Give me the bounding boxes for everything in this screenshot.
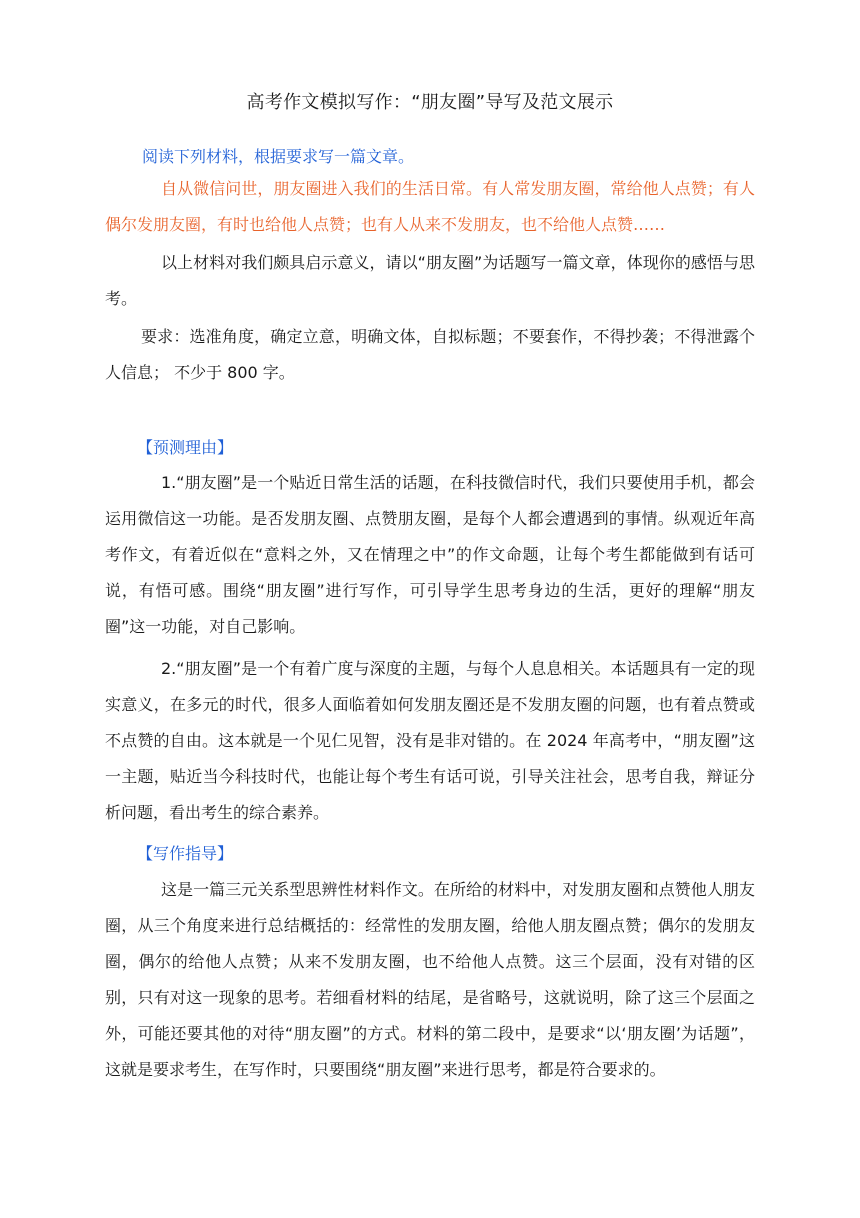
- prediction-paragraph-1: 1.“朋友圈”是一个贴近日常生活的话题，在科技微信时代，我们只要使用手机，都会运用微信这一功能。是否发朋友圈、点赞朋友圈，是每个人都会遭遇到的事情。纵观近年高考作文，有着近似在“意料之外，又在情理之中”的作文命题，让每个考生都能做到有话可说，有悟可感。围绕“朋友圈”进行写作，可引导学生思考身边的生活，更好的理解“朋友圈”这一功能，对自己影响。: [105, 473, 755, 636]
- prediction-heading: 【预测理由】: [137, 438, 234, 457]
- document-title: 高考作文模拟写作：“朋友圈”导写及范文展示: [246, 92, 614, 113]
- prompt-text: 以上材料对我们颇具启示意义，请以“朋友圈”为话题写一篇文章，体现你的感悟与思考。: [105, 253, 755, 308]
- prediction-paragraph-2: 2.“朋友圈”是一个有着广度与深度的主题，与每个人息息相关。本话题具有一定的现实意义，在多元的时代，很多人面临着如何发朋友圈还是不发朋友圈的问题，也有着点赞或不点赞的自由。这本就是一个见仁见智，没有是非对错的。在 2024 年高考中，“朋友圈”这一主题，贴近当今科技时代，也能让每个考生有话可说，引导关注社会，思考自我，辩证分析问题，看出考生的综合素养。: [105, 659, 755, 822]
- material-text: 自从微信问世，朋友圈进入我们的生活日常。有人常发朋友圈，常给他人点赞；有人偶尔发朋友圈，有时也给他人点赞；也有人从来不发朋友，也不给他人点赞……: [105, 179, 755, 234]
- guidance-paragraph-1: 这是一篇三元关系型思辨性材料作文。在所给的材料中，对发朋友圈和点赞他人朋友圈，从三个角度来进行总结概括的：经常性的发朋友圈，给他人朋友圈点赞；偶尔的发朋友圈，偶尔的给他人点赞；从来不发朋友圈，也不给他人点赞。这三个层面，没有对错的区别，只有对这一现象的思考。若细看材料的结尾，是省略号，这就说明，除了这三个层面之外，可能还要其他的对待“朋友圈”的方式。材料的第二段中，是要求“以‘朋友圈’为话题”，这就是要求考生，在写作时，只要围绕“朋友圈”来进行思考，都是符合要求的。: [105, 880, 755, 1079]
- instruction-text: 阅读下列材料，根据要求写一篇文章。: [142, 147, 415, 166]
- requirements-text: 要求：选准角度，确定立意，明确文体，自拟标题；不要套作，不得抄袭；不得泄露个人信息； 不少于 800 字。: [105, 327, 755, 382]
- guidance-heading: 【写作指导】: [137, 844, 234, 863]
